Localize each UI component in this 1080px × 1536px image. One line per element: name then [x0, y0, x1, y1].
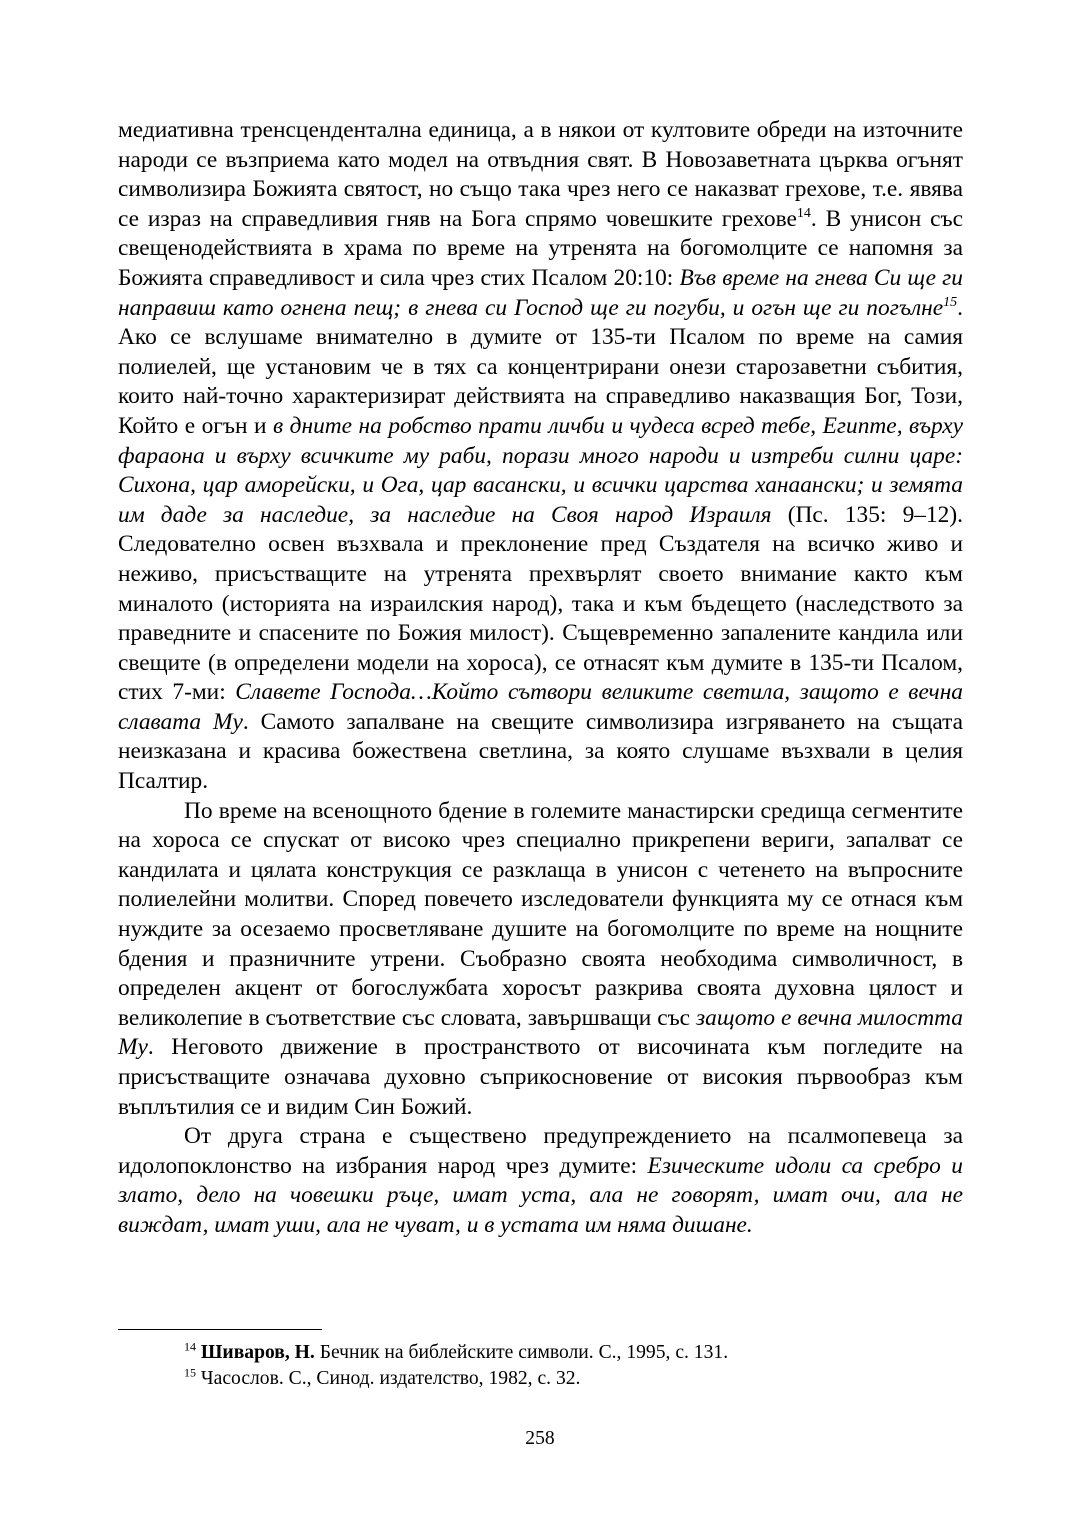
text-segment: От друга страна е съществено предупреждението на псалмопевеца за идолопоклонство на избрания народ чрез думите:: [118, 1123, 963, 1179]
text-segment: . Ако се вслушаме внимателно в думите от 135-ти Псалом по време на самия полиелей, ще установим че в тях са концентрирани онези старозаветни събития, които най-точно характеризират действията на справедливо наказващия Бог, Този, Който е огън и: [118, 294, 963, 439]
footnote-number: 14: [184, 1339, 196, 1354]
page-number: 258: [525, 1428, 555, 1449]
text-segment: медиативна трeнсцендентална единица, а в някои от култовите обреди на източните народи се възприема като модел на отвъдния свят. В Новозаветната църква огънят символизира Божията святост, но също така чрез него се наказват грехове, т.е. явява се израз на справедливия гняв на Бога спрямо човешките грехове: [118, 117, 963, 232]
text-segment: (Пс. 135: 9–12). Следователно освен възхвала и преклонение пред Създателя на всичко живо и неживо, присъстващите на утренята прехвърлят своето внимание както към миналото (историята на израилския народ), така и към бъдещето (наследството за праведните и спасените по Божия милост). Същевременно запалените кандила или свещите (в определени модели на хороса), се отнасят към думите в 135-ти Псалом, стих 7-ми:: [118, 501, 963, 706]
main-text: [118, 116, 963, 1241]
text-segment: . В унисон със свещенодействията в храма по време на утренята на богомолците се напомня за Божията справедливост и сила чрез стих Псалом 20:10:: [118, 205, 963, 291]
footnote-15: [184, 1366, 963, 1392]
footnote-14: [184, 1340, 963, 1366]
text-segment: . Неговото движение в пространството от височината към погледите на присъстващите означава духовно съприкосновение от високия първообраз към въплътилия се и видим Син Божий.: [118, 1034, 963, 1120]
footnote-text: Бечник на библейските символи. С., 1995, с. 131.: [314, 1342, 729, 1363]
paragraph-1: [118, 116, 963, 797]
footnote-author: Шиваров, Н.: [200, 1342, 315, 1363]
footnote-separator: [118, 1329, 322, 1330]
footnote-ref-15[interactable]: 15: [943, 294, 958, 310]
text-segment: По време на всенощното бдение в големите манастирски средища сегментите на хороса се спускат от високо чрез специално прикрепени вериги, запалват се кандилата и цялата конструкция се разклаща в унисон с четенето на въпросните полиелейни молитви. Според повечето изследователи функцията му се отнася към нуждите за осезаемо просветляване душите на богомолците по време на нощните бдения и празничните утрени. Съобразно своята необходима символичност, в определен акцент от богослужбата хоросът разкрива своята духовна цялост и великолепие в съответствие със словата, завършващи със: [118, 797, 963, 1031]
quote-psalm-135-7: Славете Господа…Който сътвори великите светила, защото е вечна славата Му: [118, 679, 963, 735]
quote-idols: Езическите идоли са сребро и злато, дело на човешки ръце, имат уста, ала не говорят, имат очи, ала не виждат, имат уши, ала не чуват, и в устата им няма дишане.: [118, 1152, 963, 1238]
quote-psalm-135: в дните на робство прати личби и чудеса всред тебе, Египте, върху фараона и върху всичките му раби, порази много народи и изтреби силни царе: Сихона, цар аморейски, и Ога, цар васански, и всички царства ханаански; и земята им даде за наследие, за наследие на Своя народ Израиля: [118, 412, 964, 528]
paragraph-3: [118, 1122, 963, 1240]
footnote-ref-14[interactable]: 14: [796, 205, 811, 221]
quote-psalm-20: Във време на гнева Си ще ги направиш като огнена пещ; в гнева си Господ ще ги погуби, и огън ще ги погълне: [118, 264, 963, 321]
footnotes: [184, 1340, 963, 1391]
text-segment: . Самото запалване на свещите символизира изгряването на същата неизказана и красива божествена светлина, за която слушаме възхвали в целия Псалтир.: [118, 708, 963, 795]
paragraph-2: [118, 797, 963, 1123]
quote-mercy: защото е вечна милостта Му: [118, 1004, 964, 1061]
footnote-number: 15: [184, 1364, 196, 1379]
footnote-text: Часослов. С., Синод. издателство, 1982, с. 32.: [200, 1367, 581, 1389]
